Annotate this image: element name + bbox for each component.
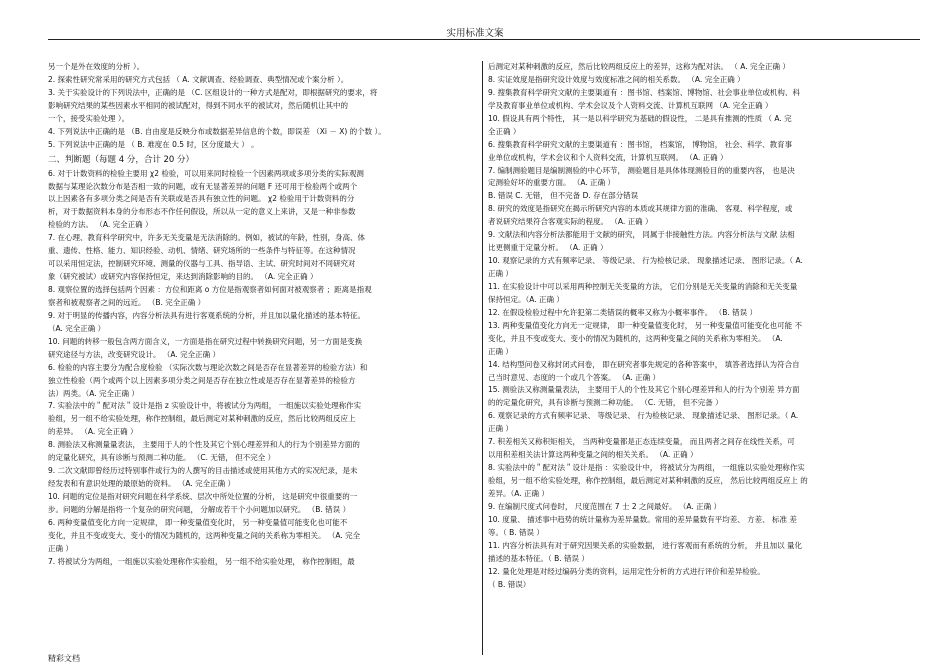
text-line: 8. 研究的效度是指研究在揭示所研究内容的本质或其规律方面的准确、 客观、科学程度，或 [488, 204, 793, 214]
text-line: 步。问题的分解是指将一个复杂的研究问题， 分解成若干个小问题加以研究。 （B. 错误 ） [48, 504, 351, 514]
text-line: 7. 实验法中的＂配对法＂设计是指 z 实验设计中，将被试分为两组， 一组施以实验处理称作实 [48, 401, 362, 411]
text-line: 10. 问题的定位是指对研究问题在科学系统、层次中所处位置的分析， 这是研究中很重要的一 [48, 492, 358, 501]
text-line: 比更侧重于定量分析。 （A. 正确 ） [488, 243, 608, 253]
text-line: 变化，并且不变或变大、变小的情况为随机的，这两种变量之间的关系称为零相关。 （A. 完全 [48, 530, 361, 540]
text-line: 业单位或机构，学术会议和个人资料交流，计算机互联网。 （A. 正确 ） [488, 152, 728, 162]
text-line: 3. 关于实验设计的下列说法中，正确的是 （C. 区组设计的一种方式是配对，即根据研究的要求，将 [48, 87, 378, 97]
page-footer: 精彩文档 [48, 654, 80, 663]
text-line: 差异。（A. 正确 ） [488, 488, 549, 498]
text-line: 7. 在心理、教育科学研究中，许多无关变量是无法消除的。例如，被试的年龄，性别，身高、体 [48, 233, 366, 243]
text-line: 象（研究被试）或研究内容保持恒定，来达到消除影响的目的。 （A. 完全正确 ） [48, 272, 318, 282]
text-line: 以上因素各有多项分类之间是否有关联或是否具有独立性的问题。 χ2 检验用于计数资料的分 [48, 194, 355, 204]
page-header: 实用标准文案 [446, 28, 504, 39]
text-line: 9. 二次文献即曾经历过特别事件或行为的人撰写的目击描述或使用其他方式的实况纪录，是未 [48, 466, 358, 476]
text-line: 4. 下列说法中正确的是 （B. 自由度是反映分布或数据差异信息的个数，即误差 （Xi － X) 的个数 ）。 [48, 126, 386, 136]
text-line: 学及教育事业单位或机构、学术会议及个人资料交流、计算机互联网 （A. 完全正确 ） [488, 100, 773, 110]
text-line: 正确 ） [48, 543, 73, 553]
text-line: 可以采用恒定法，控制研究环境、测量的仪器与工具、指导语、主试、研究时间对不同研究对 [48, 259, 356, 269]
text-line: 7. 编制测验题目是编制测验的中心环节， 测验题目是具体体现测验目的的重要内容， 也是决 [488, 165, 795, 175]
text-line: 6. 两种变量值变化方向一定规律， 即一种变量值变化时， 另一种变量值可能变化也可能不 [48, 517, 348, 527]
text-line: 13. 两种变量值变化方向无一定规律， 即一种变量值变化时， 另一种变量值可能变化也可能 不 [488, 320, 802, 330]
text-line: 12. 量化处理是对经过编码分类的资料，运用定性分析的方式进行评价和差异检验。 [488, 566, 765, 576]
text-line: 正确 ） [488, 424, 513, 434]
text-line: 独立性检验（两个或两个以上因素多项分类之间是否存在独立性或是否存在显著差异的检验方 [48, 375, 356, 385]
text-line: 保持恒定。（A. 正确 ） [488, 294, 564, 304]
text-line: 9. 文献法和内容分析法都能用于文献的研究， 同属于非接触性方法。内容分析法与文献 法相 [488, 230, 795, 240]
text-line: 全正确 ） [488, 126, 521, 136]
text-line: 15. 测验法又称测量量表法， 主要用于人的个性及其它个别心理差异和人的行为个别差 异方面 [488, 385, 800, 395]
text-line: 8. 实验法中的＂配对法＂设计是指 ：实验设计中， 将被试分为两组， 一组施以实验处理称作实 [488, 463, 805, 473]
text-line: 6. 观察记录的方式有频率记录、 等级记录、 行为检核记录、 现象描述记录、 图形记录。（ A. [488, 411, 799, 421]
left-column [48, 61, 480, 569]
text-line: 一个，接受实验处理 ）。 [48, 113, 130, 123]
text-line: 9. 对于明显的传播内容，内容分析法具有进行客观系统的分析，并且加以量化描述的基本特征。 [48, 310, 366, 320]
text-line: （ B. 错误） [488, 579, 531, 589]
text-line: 10. 问题的转移一般包含两方面含义，一方面是指在研究过程中转换研究问题，另一方面是变换 [48, 336, 363, 346]
text-line: 的差异。 （A. 完全正确 ） [48, 427, 138, 437]
text-line: 后测定对某种刺激的反应，然后比较两组反应上的差异，这称为配对法。 （ A. 完全正确 ） [488, 62, 790, 71]
text-line: 9. 在编制尺度式问卷时， 尺度范围在 7 士 2 之间最好。 （A. 正确 ） [488, 501, 722, 511]
text-line: 9. 搜集教育科学研究文献的主要渠道有 ：图书馆、档案馆、博物馆、社会事业单位或机构、科 [488, 87, 800, 97]
text-line: 变化，并且不变或变大、变小的情况为随机的，这两种变量之间的关系称为零相关。 （A. [488, 333, 783, 343]
text-line: 另一个是外在效度的分析 ）。 [48, 62, 145, 71]
text-line: 研究途径与方法，改变研究设计。 （A. 完全正确 ） [48, 349, 221, 359]
text-line: （A. 完全正确 ） [48, 323, 106, 333]
header-rule [48, 39, 920, 40]
text-line: 正确 ） [488, 346, 513, 356]
text-line: 察者和被观察者之间的远近。 （B. 完全正确 ） [48, 297, 206, 307]
text-line: 法）两类。（A. 完全正确 ） [48, 388, 139, 398]
text-line: 验组，另一组不给实验处理，称作控制组，最后测定对某种刺激的反应， 然后比较两组反应上 的 [488, 476, 808, 485]
text-line: 的的定量化研究，具有诊断与预测二种功能。 （C. 无错， 但不完备 ） [488, 398, 723, 408]
text-line: 者说研究结果符合客观实际的程度。 （A. 正确 ） [488, 217, 653, 227]
text-line: 数据与某理论次数分布是否相一致的问题，或有无显著差异的问题 F 还可用于检验两个或两个 [48, 181, 358, 191]
right-column [488, 61, 926, 591]
text-line: 10. 假设具有两个特性， 其一是以科学研究为基础的假设性， 二是具有推测的性质 （ A. 完 [488, 113, 792, 123]
text-line: 析，对于数据资料本身的分布形态不作任何假设，所以从一定的意义上来讲，又是一种非参数 [48, 207, 356, 217]
text-line: 12. 在假设检验过程中允许犯第二类错误的概率又称为小概率事件。 （B. 错误 ） [488, 307, 757, 317]
text-line: 己当时意见、态度的一个或几个答案。 （A. 正确 ） [488, 372, 661, 382]
text-line: 7. 将被试分为两组，一组施以实验处理称作实验组， 另一组不给实验处理， 称作控制组，最 [48, 556, 355, 566]
column-divider [482, 61, 483, 655]
text-line: 正确 ） [488, 269, 513, 278]
text-line: 14. 结构型问卷又称封闭式问卷， 即在研究者事先规定的各种答案中， 填答者选择认为符合自 [488, 359, 800, 369]
text-line: B. 错误 C. 无错， 但不完备 D. 存在部分错误 [488, 191, 639, 201]
text-line: 10. 度量、 描述事中趋势的统计量称为差异量数。常用的差异量数有平均差、 方差、 标准 差 [488, 514, 797, 524]
section-heading: 二、判断题（每题 4 分，合计 20 分） [48, 154, 195, 165]
text-line: 的定量化研究，具有诊断与预测二种功能。 （C. 无错， 但不完全 ） [48, 453, 276, 463]
text-line: 描述的基本特征。（ B. 错误 ） [488, 553, 589, 563]
text-line: 重、遗传、性格、能力、知识经验、动机、情绪、研究场所的一些条件与特征等。在这种情况 [48, 246, 356, 256]
text-line: 影响研究结果的某些因素水平相同的被试配对，得到不同水平的被试对，然后随机让其中的 [48, 100, 348, 110]
text-line: 8. 测验法又称测量量表法， 主要用于人的个性及其它个别心理差异和人的行为个别差异方面的 [48, 440, 360, 450]
text-line: 11. 在实验设计中可以采用两种控制无关变量的方法， 它们分别是无关变量的消除和无关变量 [488, 281, 798, 291]
text-line: 定测验好坏的重要方面。 （A. 正确 ） [488, 178, 616, 188]
text-line: 7. 积差相关又称积矩相关， 当两种变量都是正态连续变量， 而且两者之间存在线性关系，可 [488, 437, 795, 447]
text-line: 检验的方法。 （A. 完全正确 ） [48, 220, 153, 230]
text-line: 2. 探索性研究常采用的研究方式包括 （ A. 文献调查、经验调查、典型情况或个案分析 ）。 [48, 74, 349, 84]
text-line: 10. 观察记录的方式有频率记录、 等级记录、 行为检核记录、 现象描述记录、 图形记录。（ A. [488, 256, 803, 266]
text-line: 11. 内容分析法具有对于研究因果关系的实验数据， 进行客观而有系统的分析， 并且加以 量化 [488, 540, 802, 550]
text-line: 8. 实证效度是指研究设计效度与效度标准之间的相关系数。 （A. 完全正确 ） [488, 74, 745, 84]
text-line: 6. 搜集教育科学研究文献的主要渠道有 ：图书馆， 档案馆， 博物馆， 社会、科学、教育事 [488, 139, 793, 149]
text-line: 6. 对于计数资料的检验主要用 χ2 检验，可以用来同时检验一个因素两项或多项分类的实际观测 [48, 168, 364, 178]
text-line: 8. 观察位置的选择包括两个因素 ：方位和距离 o 方位是指观察者如何面对被观察者 ；距离是指观 [48, 285, 372, 294]
text-line: 经发表和有意识处理的最原始的资料。 （A. 完全正确 ） [48, 479, 236, 489]
text-line: 以用积差相关法计算这两种变量之间的相关关系。 （A. 正确 ） [488, 450, 698, 460]
text-line: 5. 下列说法中正确的是 （ B. 难度在 0.5 时，区分度最大 ） 。 [48, 139, 259, 149]
text-line: 6. 检验的内容主要分为配合度检验 （实际次数与理论次数之间是否存在显著差异的检验方法）和 [48, 362, 368, 372]
text-line: 验组，另一组不给实验处理，称作控制组，最后测定对某种刺激的反应，然后比较两组反应上 [48, 414, 356, 424]
text-line: 等。（ B. 错误 ） [488, 527, 544, 537]
